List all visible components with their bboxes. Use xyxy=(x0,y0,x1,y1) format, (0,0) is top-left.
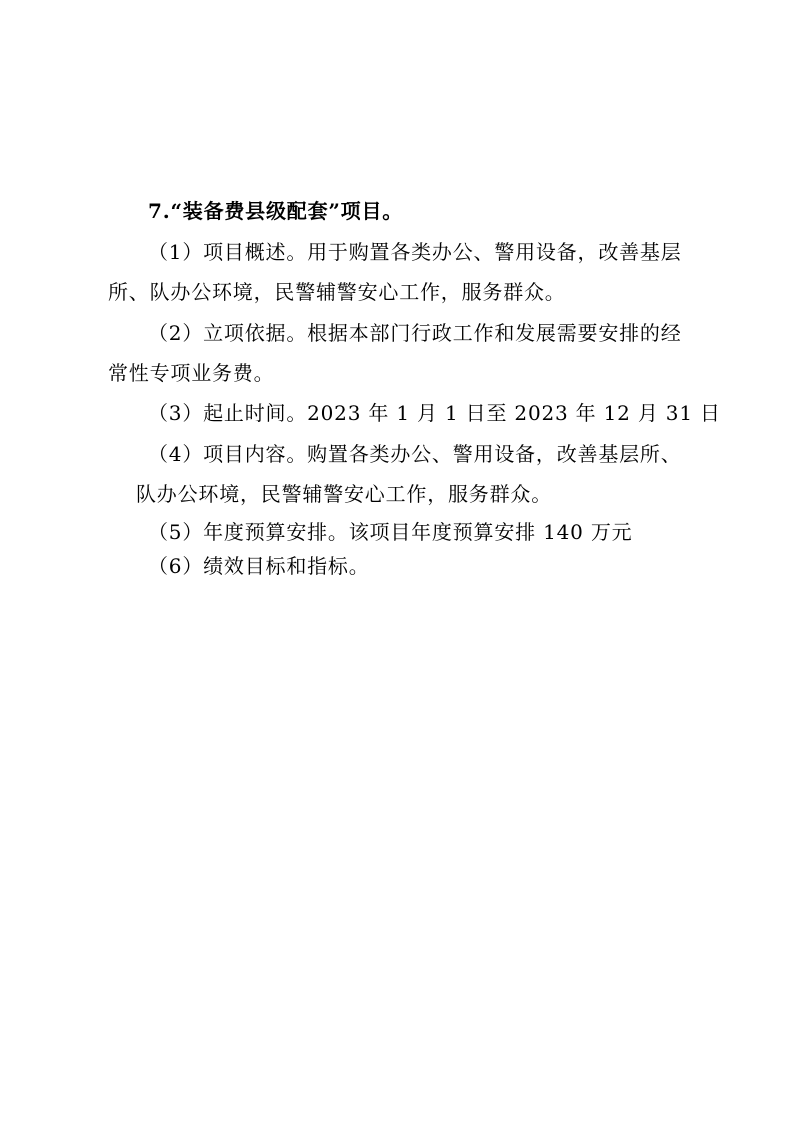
paragraph-1-line-1: （1）项目概述。用于购置各类办公、警用设备，改善基层 xyxy=(148,240,682,264)
paragraph-3-line-1: （3）起止时间。2023 年 1 月 1 日至 2023 年 12 月 31 日 xyxy=(148,401,721,425)
section-heading: 7.“装备费县级配套”项目。 xyxy=(148,199,404,223)
paragraph-5-line-1: （5）年度预算安排。该项目年度预算安排 140 万元 xyxy=(148,520,633,544)
paragraph-2-line-1: （2）立项依据。根据本部门行政工作和发展需要安排的经 xyxy=(148,321,682,345)
paragraph-4-line-2: 队办公环境，民警辅警安心工作，服务群众。 xyxy=(136,482,552,506)
paragraph-1-line-2: 所、队办公环境，民警辅警安心工作，服务群众。 xyxy=(108,280,566,304)
paragraph-6-line-1: （6）绩效目标和指标。 xyxy=(148,554,370,578)
paragraph-2-line-2: 常性专项业务费。 xyxy=(108,361,275,385)
paragraph-4-line-1: （4）项目内容。购置各类办公、警用设备，改善基层所、 xyxy=(148,442,682,466)
